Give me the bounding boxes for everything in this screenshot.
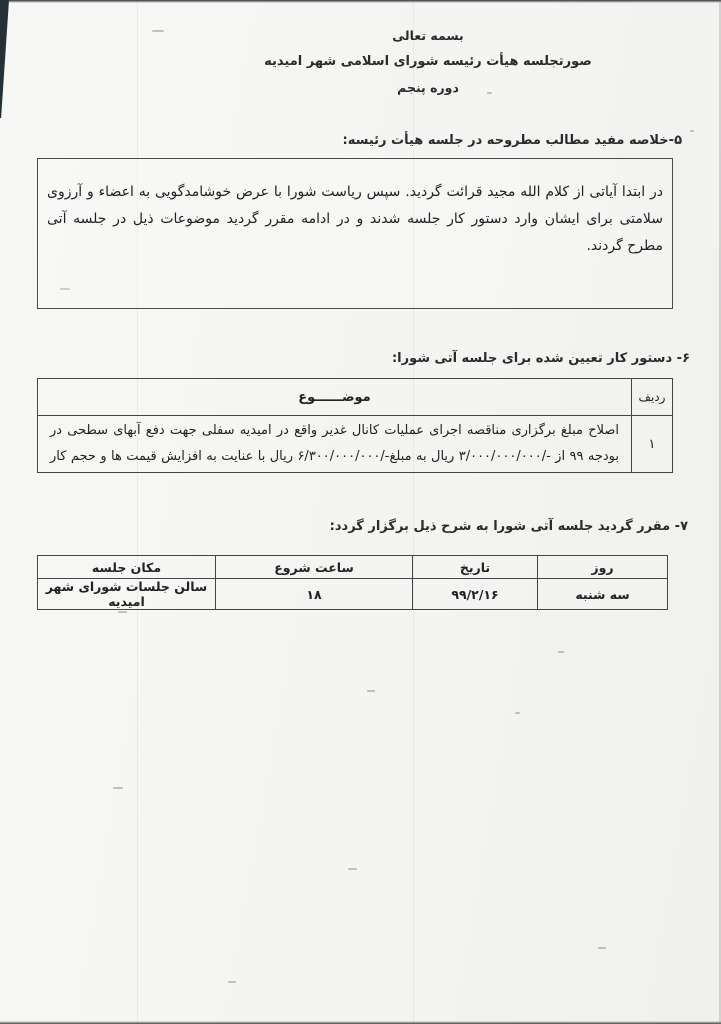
scan-speck xyxy=(690,130,694,132)
scan-speck xyxy=(118,611,127,613)
summary-box xyxy=(37,158,673,309)
meeting-day: سه شنبه xyxy=(538,579,668,610)
col-date: تاریخ xyxy=(413,556,538,579)
scan-speck xyxy=(515,712,520,714)
scan-speck xyxy=(598,947,606,949)
section-5-heading: ۵-خلاصه مفید مطالب مطروحه در جلسه هیأت رئیسه: xyxy=(342,133,682,148)
next-meeting-table xyxy=(37,555,668,610)
document-title: صورتجلسه هیأت رئیسه شورای اسلامی شهر امیدیه xyxy=(264,54,592,69)
agenda-table xyxy=(37,378,673,473)
scan-speck xyxy=(113,787,123,789)
scan-speck xyxy=(367,690,375,692)
scan-speck xyxy=(152,30,164,32)
meeting-date: ۹۹/۲/۱۶ xyxy=(413,579,538,610)
summary-text: در ابتدا آیاتی از کلام الله مجید قرائت گردید. سپس ریاست شورا با عرض خوشامدگویی به اعضاء و آرزوی سلامتی برای ایشان وارد دستور کار جلسه شدند و در ادامه مقرر گردید موضوعات ذیل در جلسه آتی مطرح گردند. xyxy=(47,184,663,254)
agenda-col-subject: موضــــــوع xyxy=(38,379,632,416)
scan-speck xyxy=(558,651,564,653)
agenda-col-row-no: ردیف xyxy=(632,379,673,416)
paper-fold-line xyxy=(137,0,138,1024)
scan-speck xyxy=(348,868,357,870)
term-line: دوره پنجم xyxy=(397,80,459,95)
next-meeting-header-row xyxy=(38,556,668,579)
document-header xyxy=(208,28,648,95)
agenda-row-subject: اصلاح مبلغ برگزاری مناقصه اجرای عملیات کانال غدیر واقع در امیدیه سفلی جهت دفع آبهای سطحی در بودجه ۹۹ از -/۳/۰۰۰/۰۰۰/۰۰۰ ریال به مبلغ-/۶/۳۰۰/۰۰۰/۰۰۰ ریال با عنایت به افزایش قیمت ها و حجم کار xyxy=(38,416,632,473)
scan-edge-top xyxy=(0,0,721,3)
col-location: مکان جلسه xyxy=(38,556,216,579)
section-6-heading: ۶- دستور کار تعیین شده برای جلسه آتی شورا: xyxy=(391,351,690,366)
section-7-heading: ۷- مقرر گردید جلسه آتی شورا به شرح ذیل برگزار گردد: xyxy=(329,519,688,534)
agenda-row-number: ۱ xyxy=(632,416,673,473)
meeting-start-time: ۱۸ xyxy=(216,579,413,610)
agenda-table-header-row xyxy=(38,379,673,416)
agenda-table-row xyxy=(38,416,673,473)
col-day: روز xyxy=(538,556,668,579)
meeting-location: سالن جلسات شورای شهر امیدیه xyxy=(38,579,216,610)
bismillah-line: بسمه تعالی xyxy=(392,28,464,43)
paper-fold-line xyxy=(413,0,414,1024)
scan-speck xyxy=(228,981,236,983)
next-meeting-row xyxy=(38,579,668,610)
col-start-time: ساعت شروع xyxy=(216,556,413,579)
